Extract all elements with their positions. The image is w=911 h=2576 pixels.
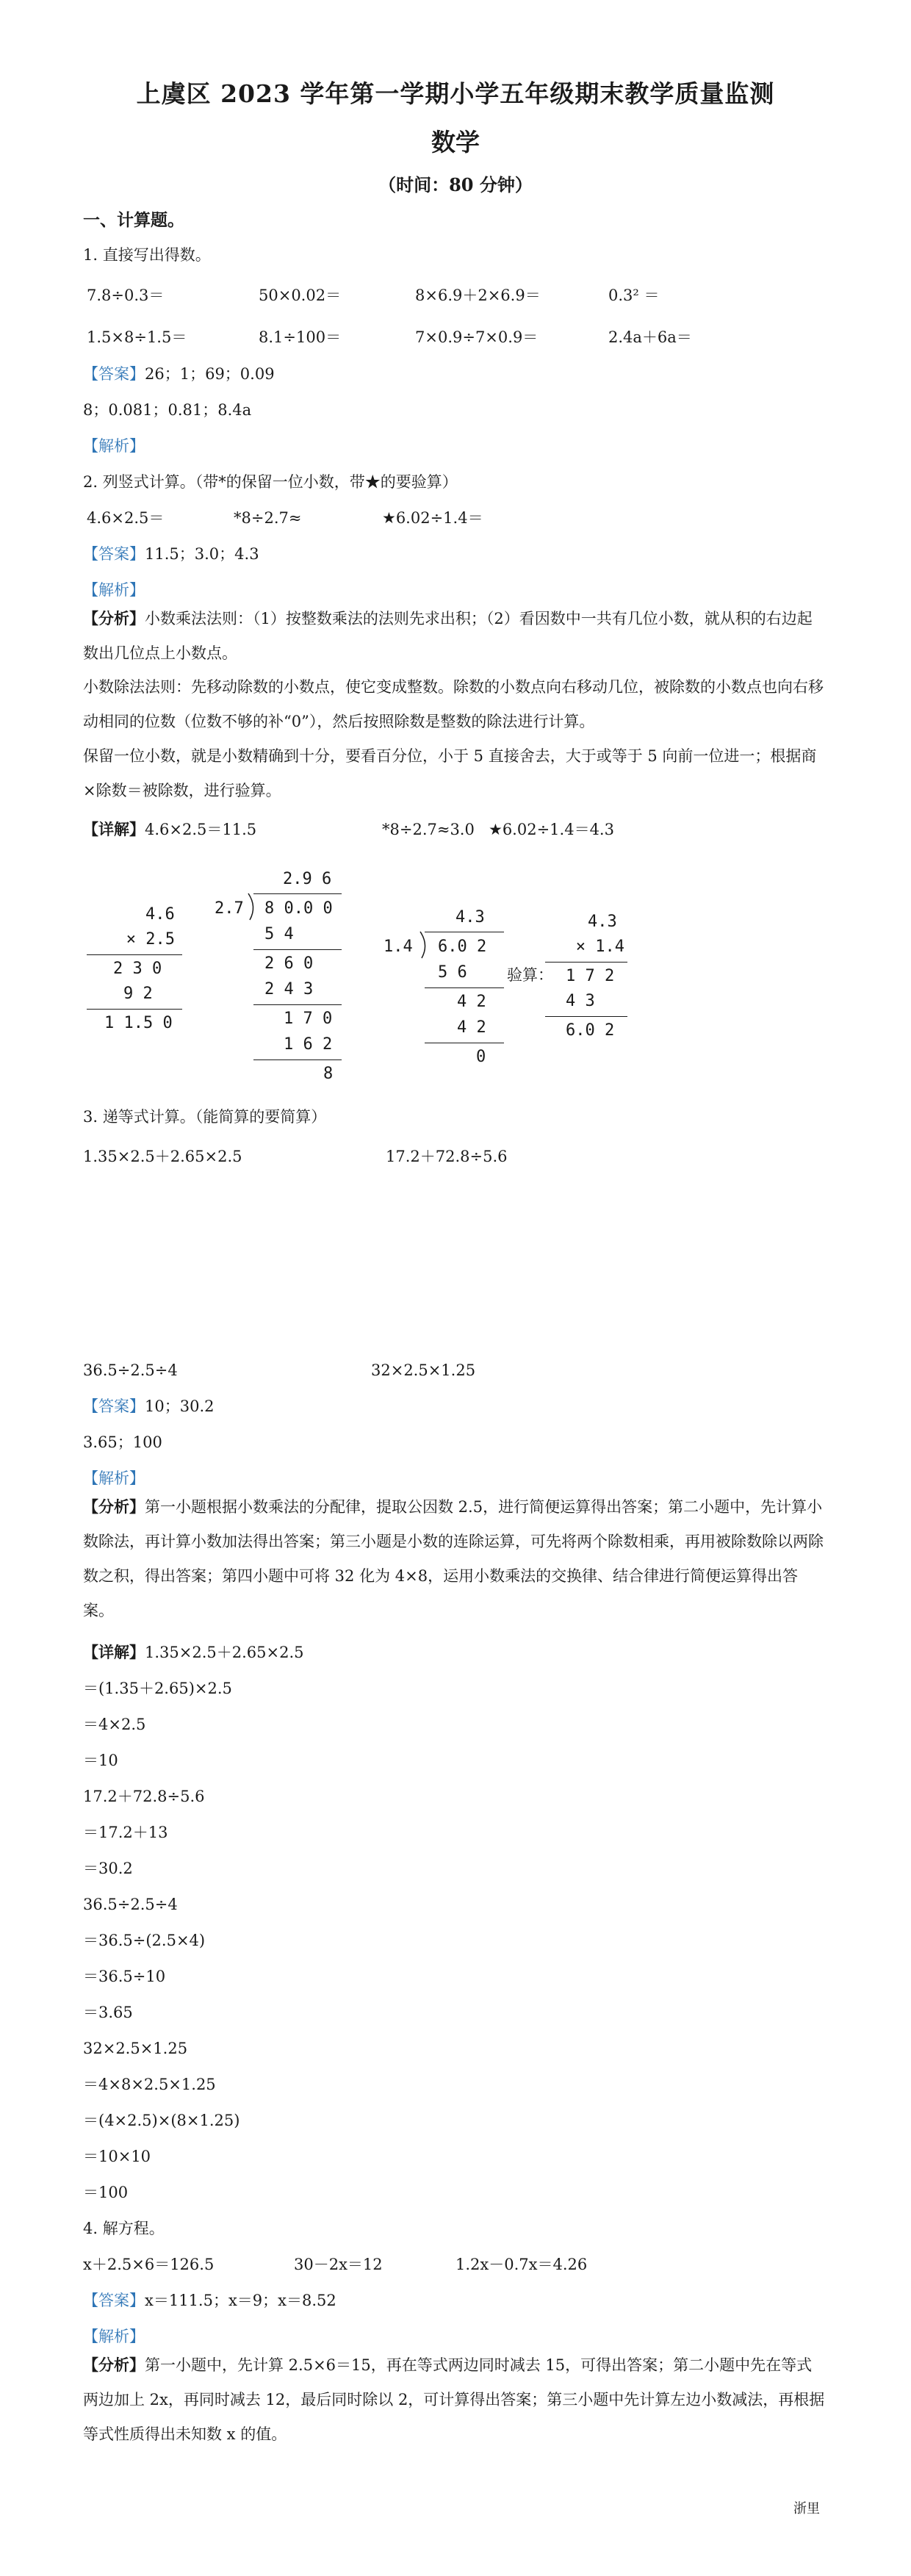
q4-analysis — [83, 2347, 825, 2452]
q2-answer — [83, 542, 825, 566]
v2-line: 5 4 — [264, 925, 294, 943]
fenxi-label: 【分析】 — [83, 2356, 145, 2374]
v2-rule — [253, 1004, 342, 1005]
step-line: ＝(1.35＋2.65)×2.5 — [83, 1680, 232, 1697]
q1-item: 1.5×8÷1.5＝ — [87, 328, 187, 346]
v3-line: 4.3 — [455, 908, 485, 927]
answer-text: 26；1；69；0.09 — [145, 365, 275, 383]
step-line: ＝36.5÷(2.5×4) — [83, 1932, 206, 1949]
q3-item: 32×2.5×1.25 — [371, 1361, 476, 1379]
step-line: ＝4×8×2.5×1.25 — [83, 2076, 216, 2093]
answer-label: 【答案】 — [83, 365, 145, 383]
exam-subject: 数学 — [431, 128, 480, 156]
step-line: ＝3.65 — [83, 2004, 133, 2021]
q3-item: 36.5÷2.5÷4 — [83, 1361, 178, 1379]
fenxi-label: 【分析】 — [83, 609, 145, 627]
v2-line: 1 7 0 — [284, 1010, 333, 1028]
step-line: 36.5÷2.5÷4 — [83, 1896, 178, 1913]
v1-line: 2 3 0 — [113, 960, 162, 978]
v2-rule — [253, 1059, 342, 1060]
q4-item: 1.2x－0.7x＝4.26 — [455, 2256, 588, 2273]
q1-item: 50×0.02＝ — [259, 287, 342, 304]
q2-analysis-2: 小数除法法则：先移动除数的小数点，使它变成整数。除数的小数点向右移动几位，被除数的小数点也向右移动相同的位数（位数不够的补“0”），然后按照除数是整数的除法进行计算。 — [83, 678, 824, 730]
fenxi-label: 【分析】 — [83, 1497, 145, 1516]
q1-item: 7×0.9÷7×0.9＝ — [415, 328, 539, 346]
exam-title: 上虞区 2023 学年第一学期小学五年级期末教学质量监测 — [136, 79, 775, 108]
q2-item: ★6.02÷1.4＝ — [382, 509, 483, 527]
v2-line: 8 0.0 0 — [264, 899, 333, 918]
fenxi-text: 小数乘法法则：（1）按整数乘法的法则先求出积；（2）看因数中一共有几位小数，就从积的右边起数出几位点上小数点。 — [83, 610, 813, 662]
q3-analysis — [83, 1489, 825, 1628]
v2-bracket — [247, 892, 259, 921]
xiangjie-label: 【详解】 — [83, 820, 145, 838]
q2-analysis-1 — [83, 601, 825, 671]
step-line: ＝(4×2.5)×(8×1.25) — [83, 2112, 240, 2129]
answer-label: 【答案】 — [83, 1397, 145, 1415]
v2-line: 2.9 6 — [283, 870, 332, 888]
step-line: 1.35×2.5＋2.65×2.5 — [145, 1644, 304, 1661]
v1-line: × 2.5 — [126, 930, 175, 949]
q1-answer — [83, 361, 825, 386]
step-line: ＝4×2.5 — [83, 1716, 146, 1733]
q2-item: 4.6×2.5＝ — [87, 509, 165, 527]
check-label: 验算： — [507, 966, 553, 984]
v1-line: 9 2 — [123, 985, 153, 1003]
v4-line: 4.3 — [588, 913, 617, 931]
detail-item: 4.6×2.5＝11.5 — [145, 821, 257, 838]
step-line: ＝10 — [83, 1752, 118, 1769]
answer-text: 11.5；3.0；4.3 — [145, 545, 259, 563]
section-heading: 一、计算题。 — [83, 210, 184, 230]
v2-line: 2 6 0 — [264, 954, 314, 973]
step-line: 17.2＋72.8÷5.6 — [83, 1788, 205, 1805]
q2-analysis-label: 【解析】 — [83, 581, 145, 599]
detail-item: *8÷2.7≈3.0 — [382, 821, 475, 838]
v2-rule — [253, 949, 342, 950]
q1-answer-2: 8；0.081；0.81；8.4a — [83, 401, 252, 419]
v1-line: 4.6 — [145, 905, 175, 924]
v2-line: 2 4 3 — [264, 980, 314, 999]
v3-rule — [425, 987, 504, 988]
q2-analysis-3: 保留一位小数，就是小数精确到十分，要看百分位，小于 5 直接舍去，大于或等于 5 向前一位进一；根据商×除数＝被除数，进行验算。 — [83, 747, 817, 799]
v3-bracket — [419, 930, 431, 960]
q3-item: 17.2＋72.8÷5.6 — [386, 1148, 508, 1165]
q4-prompt: 4. 解方程。 — [83, 2220, 165, 2237]
q1-item: 8.1÷100＝ — [259, 328, 342, 346]
fenxi-text: 第一小题根据小数乘法的分配律，提取公因数 2.5，进行简便运算得出答案；第二小题中，先计算小数除法，再计算小数加法得出答案；第三小题是小数的连除运算，可先将两个除数相乘，再用被除数除以两除数之积，得出答案；第四小题中可将 32 化为 4×8，运用小数乘法的交换律、结合律进行简便运算得出答案。 — [83, 1498, 824, 1619]
step-line: ＝30.2 — [83, 1860, 133, 1877]
q2-prompt: 2. 列竖式计算。（带*的保留一位小数，带★的要验算） — [83, 473, 458, 491]
v3-line: 6.0 2 — [438, 938, 487, 956]
step-line: 32×2.5×1.25 — [83, 2040, 188, 2057]
step-line: ＝10×10 — [83, 2148, 151, 2165]
v4-line: 4 3 — [566, 992, 595, 1010]
q3-answer — [83, 1394, 825, 1419]
q1-analysis-label: 【解析】 — [83, 437, 145, 455]
q4-item: x＋2.5×6＝126.5 — [83, 2256, 215, 2273]
v4-line: 1 7 2 — [566, 967, 615, 985]
page-footer: 浙里 — [793, 2501, 820, 2516]
v4-rule — [545, 962, 627, 963]
v1-rule — [87, 1009, 182, 1010]
step-line: ＝17.2＋13 — [83, 1824, 168, 1841]
q1-item: 8×6.9＋2×6.9＝ — [415, 287, 541, 304]
v3-line: 0 — [476, 1048, 486, 1066]
v2-line: 1 6 2 — [284, 1035, 333, 1054]
xiangjie-label: 【详解】 — [83, 1643, 145, 1661]
q3-item: 1.35×2.5＋2.65×2.5 — [83, 1148, 242, 1165]
q4-analysis-label: 【解析】 — [83, 2328, 145, 2345]
q4-answer — [83, 2288, 825, 2313]
v4-rule — [545, 1016, 627, 1017]
q1-item: 0.3² ＝ — [608, 287, 660, 304]
step-line: ＝100 — [83, 2184, 129, 2201]
q4-item: 30－2x＝12 — [294, 2256, 383, 2273]
answer-label: 【答案】 — [83, 545, 145, 563]
v3-line: 5 6 — [438, 963, 467, 982]
q3-detail-label-row — [83, 1640, 825, 1665]
v2-divisor: 2.7 — [215, 899, 244, 918]
fenxi-text: 第一小题中，先计算 2.5×6＝15，再在等式两边同时减去 15，可得出答案；第二小题中先在等式两边加上 2x，再同时减去 12，最后同时除以 2，可计算得出答案；第三小题中先计算左边小数减法，再根据等式性质得出未知数 x 的值。 — [83, 2356, 825, 2443]
detail-item: ★6.02÷1.4＝4.3 — [489, 821, 614, 838]
v1-rule — [87, 954, 182, 955]
exam-time: （时间：80 分钟） — [378, 174, 533, 195]
q1-item: 2.4a＋6a＝ — [608, 328, 692, 346]
answer-text: x＝111.5；x＝9；x＝8.52 — [145, 2292, 336, 2309]
q3-answer-2: 3.65；100 — [83, 1433, 162, 1451]
v3-line: 4 2 — [457, 1018, 486, 1037]
v2-line: 8 — [323, 1065, 334, 1083]
v1-line: 1 1.5 0 — [104, 1014, 173, 1032]
q3-prompt: 3. 递等式计算。（能简算的要简算） — [83, 1108, 327, 1126]
q1-item: 7.8÷0.3＝ — [87, 287, 165, 304]
v3-line: 4 2 — [457, 993, 486, 1011]
v4-line: 6.0 2 — [566, 1021, 615, 1040]
answer-label: 【答案】 — [83, 2292, 145, 2309]
answer-text: 10；30.2 — [145, 1397, 215, 1415]
q3-analysis-label: 【解析】 — [83, 1469, 145, 1487]
q1-prompt: 1. 直接写出得数。 — [83, 246, 211, 264]
v3-divisor: 1.4 — [384, 938, 413, 956]
v4-line: × 1.4 — [575, 938, 624, 956]
step-line: ＝36.5÷10 — [83, 1968, 166, 1985]
v2-rule — [253, 893, 342, 894]
q2-item: *8÷2.7≈ — [234, 509, 302, 527]
